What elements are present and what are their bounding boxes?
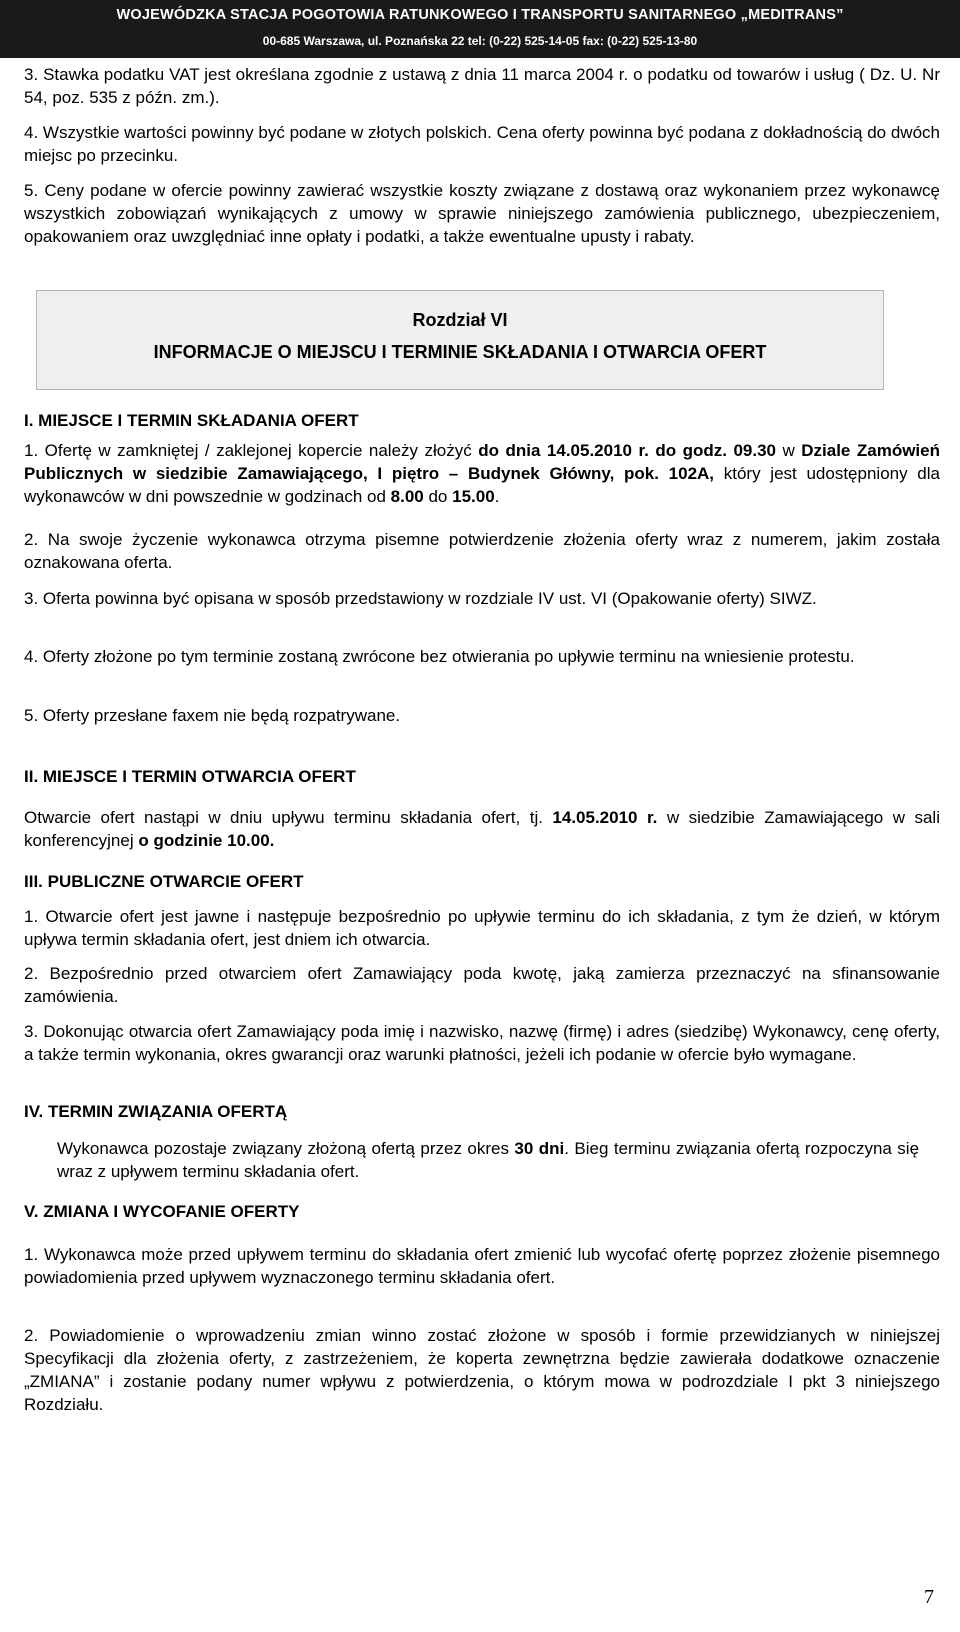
section-heading-4: IV. TERMIN ZWIĄZANIA OFERTĄ <box>24 1102 288 1121</box>
chapter-number: Rozdział VI <box>412 310 508 330</box>
s2-text: Otwarcie ofert nastąpi w dniu upływu terminu składania ofert, tj. 14.05.2010 r. w siedzibie Zamawiającego w sali konferencyjnej o godzinie 10.00. <box>24 808 940 850</box>
paragraph-prices: 5. Ceny podane w ofercie powinny zawierać wszystkie koszty związane z dostawą oraz wykonaniem przez wykonawcę wszystkich zobowiązań wynikających z umowy w sprawie niniejszego zamówienia publicznego, ubezpieczeniem, opakowaniem oraz uwzględniać inne opłaty i podatki, a także ewentualne upusty i rabaty. <box>24 181 940 246</box>
s3-item-1: 1. Otwarcie ofert jest jawne i następuje bezpośrednio po upływie terminu do ich składania, z tym że dzień, w którym upływa termin składania ofert, jest dniem ich otwarcia. <box>24 907 940 949</box>
paragraph-vat: 3. Stawka podatku VAT jest określana zgodnie z ustawą z dnia 11 marca 2004 r. o podatku od towarów i usług ( Dz. U. Nr 54, poz. 535 z późn. zm.). <box>24 65 940 107</box>
paragraph-currency: 4. Wszystkie wartości powinny być podane w złotych polskich. Cena oferty powinna być podana z dokładnością do dwóch miejsc po przecinku. <box>24 123 940 165</box>
s1-item-2: 2. Na swoje życzenie wykonawca otrzyma pisemne potwierdzenie złożenia oferty wraz z numerem, jakim została oznakowana oferta. <box>24 530 940 572</box>
s5-item-2: 2. Powiadomienie o wprowadzeniu zmian winno zostać złożone w sposób i formie przewidzianych w niniejszej Specyfikacji dla złożenia oferty, z zastrzeżeniem, że koperta zewnętrzna będzie zawierała dodatkowe oznaczenie „ZMIANA” i zostanie podany numer wpływu z potwierdzenia, o którym mowa w podrozdziale I pkt 3 niniejszego Rozdziału. <box>24 1326 940 1414</box>
s1-item-3: 3. Oferta powinna być opisana w sposób przedstawiony w rozdziale IV ust. VI (Opakowanie oferty) SIWZ. <box>24 589 817 608</box>
s1-item-4: 4. Oferty złożone po tym terminie zostaną zwrócone bez otwierania po upływie terminu na wniesienie protestu. <box>24 647 855 666</box>
chapter-title: INFORMACJE O MIEJSCU I TERMINIE SKŁADANIA I OTWARCIA OFERT <box>153 342 767 362</box>
s5-item-1: 1. Wykonawca może przed upływem terminu do składania ofert zmienić lub wycofać ofertę poprzez złożenie pisemnego powiadomienia przed upływem wyznaczonego terminu składania ofert. <box>24 1245 940 1287</box>
s1-item-5: 5. Oferty przesłane faxem nie będą rozpatrywane. <box>24 706 401 725</box>
section-heading-2: II. MIEJSCE I TERMIN OTWARCIA OFERT <box>24 767 356 786</box>
section-heading-5: V. ZMIANA I WYCOFANIE OFERTY <box>24 1202 300 1221</box>
page-number: 7 <box>924 1586 934 1608</box>
institution-name: WOJEWÓDZKA STACJA POGOTOWIA RATUNKOWEGO I TRANSPORTU SANITARNEGO „MEDITRANS” <box>116 7 844 23</box>
s3-item-3: 3. Dokonując otwarcia ofert Zamawiający poda imię i nazwisko, nazwę (firmę) i adres (siedzibę) Wykonawcy, cenę oferty, a także termin wykonania, okres gwarancji oraz warunki płatności, jeżeli ich podanie w ofercie było wymagane. <box>24 1022 940 1064</box>
s1-item-1: 1. Ofertę w zamkniętej / zaklejonej kopercie należy złożyć do dnia 14.05.2010 r. do godz. 09.30 w Dziale Zamówień Publicznych w siedzibie Zamawiającego, I piętro – Budynek Główny, pok. 102A, który jest udostępniony dla wykonawców w dni powszednie w godzinach od 8.00 do 15.00. <box>24 441 940 506</box>
s4-text: Wykonawca pozostaje związany złożoną ofertą przez okres 30 dni. Bieg terminu związania ofertą rozpoczyna się wraz z upływem terminu składania ofert. <box>57 1139 920 1181</box>
chapter-box <box>36 290 884 390</box>
section-heading-3: III. PUBLICZNE OTWARCIE OFERT <box>24 872 304 891</box>
institution-address: 00-685 Warszawa, ul. Poznańska 22 tel: (0-22) 525-14-05 fax: (0-22) 525-13-80 <box>262 34 698 48</box>
section-heading-1: I. MIEJSCE I TERMIN SKŁADANIA OFERT <box>24 411 359 430</box>
s3-item-2: 2. Bezpośrednio przed otwarciem ofert Zamawiający poda kwotę, jaką zamierza przeznaczyć na sfinansowanie zamówienia. <box>24 964 940 1006</box>
document-header <box>0 0 960 58</box>
